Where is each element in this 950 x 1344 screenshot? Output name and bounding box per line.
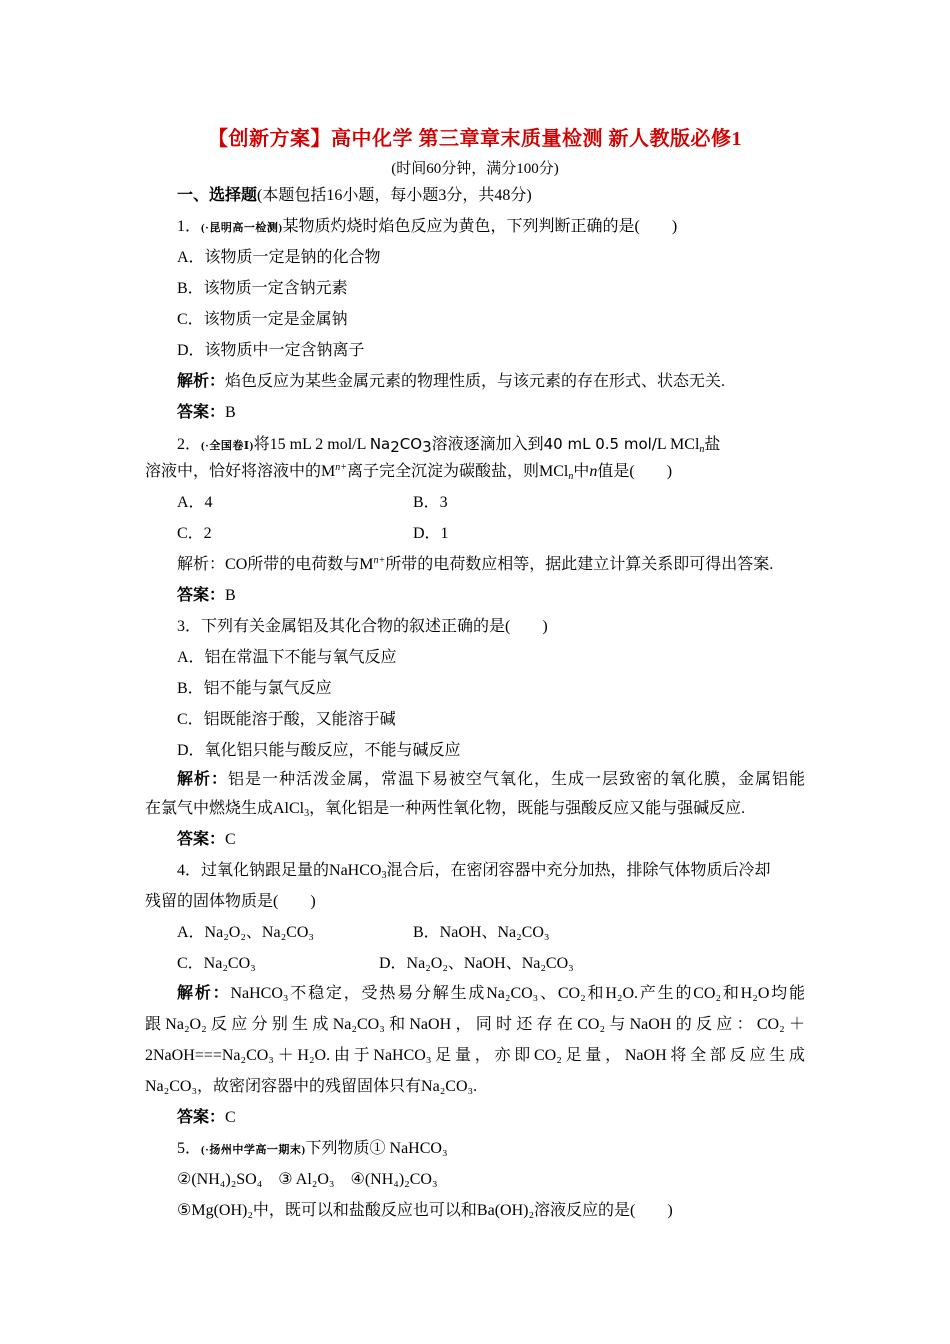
question-1-stem: 1．(·昆明高一检测)某物质灼烧时焰色反应为黄色，下列判断正确的是( ) xyxy=(177,218,678,235)
question-4-option-a: A．Na₂O₂、Na₂CO₃ xyxy=(177,924,314,941)
question-5-stem: 5．(·扬州中学高一期末)下列物质① NaHCO₃ xyxy=(177,1140,448,1157)
question-3-option-a: A．铝在常温下不能与氧气反应 xyxy=(177,649,397,666)
question-1-answer: 答案：B xyxy=(177,404,236,421)
question-3-stem: 3．下列有关金属铝及其化合物的叙述正确的是( ) xyxy=(177,618,548,635)
question-1-option-d: D．该物质中一定含钠离子 xyxy=(177,342,365,359)
question-4-analysis-line2: 跟Na₂O₂反应分别生成Na₂CO₃和NaOH，同时还存在CO₂与NaOH的反应：CO₂＋ xyxy=(145,1016,805,1033)
question-2-options-row1 xyxy=(177,493,213,513)
question-3-option-c: C．铝既能溶于酸，又能溶于碱 xyxy=(177,711,396,728)
section-heading xyxy=(177,186,532,206)
question-3-option-d: D．氧化铝只能与酸反应，不能与碱反应 xyxy=(177,742,461,759)
question-source: (·全国卷Ⅰ) xyxy=(201,440,254,452)
question-3-option-b: B．铝不能与氯气反应 xyxy=(177,680,332,697)
section-label: 一、选择题 xyxy=(177,187,258,204)
question-1-option-a: A．该物质一定是钠的化合物 xyxy=(177,249,381,266)
question-5-stem-line2: ②(NH₄)₂SO₄ ③ Al₂O₃ ④(NH₄)₂CO₃ xyxy=(177,1171,438,1188)
question-2-analysis: 解析：CO所带的电荷数与$M^{n+}$所带的电荷数应相等，据此建立计算关系即可得出答案. xyxy=(177,555,774,573)
question-source: (·扬州中学高一期末) xyxy=(201,1144,306,1156)
question-1-analysis: 解析：焰色反应为某些金属元素的物理性质，与该元素的存在形式、状态无关. xyxy=(177,373,726,390)
question-2-answer: 答案：B xyxy=(177,587,236,604)
question-3-analysis: 解析：铝是一种活泼金属，常温下易被空气氧化，生成一层致密的氧化膜，金属铝能 xyxy=(177,771,805,788)
question-2-stem: 2．(·全国卷Ⅰ)将15 mL 2 mol/L $Na_2CO_3$溶液逐滴加入到40 mL 0.5 mol/L MCl$_n$盐 xyxy=(177,435,721,456)
question-4-analysis: 解析：NaHCO₃不稳定，受热易分解生成Na₂CO₃、CO₂和H₂O.产生的CO₂和H₂O均能 xyxy=(177,985,805,1002)
question-4-stem: 4．过氧化钠跟足量的NaHCO$_3$混合后，在密闭容器中充分加热，排除气体物质后冷却 xyxy=(177,862,771,881)
question-source: (·昆明高一检测) xyxy=(201,222,283,234)
question-4-option-c: C．Na₂CO₃ xyxy=(177,955,256,972)
question-4-answer: 答案：C xyxy=(177,1109,236,1126)
page-title: 【创新方案】高中化学 第三章章末质量检测 新人教版必修1 xyxy=(208,128,742,150)
question-2-option-d: D．1 xyxy=(413,525,449,542)
question-4-analysis-line4: Na₂CO₃，故密闭容器中的残留固体只有Na₂CO₃. xyxy=(145,1078,478,1095)
question-2-stem-line2: 溶液中，恰好将溶液中的$M^{n+}$离子完全沉淀为碳酸盐，则MCl$_n$中n值是( ) xyxy=(145,462,673,482)
question-4-option-b: B．NaOH、Na₂CO₃ xyxy=(413,924,550,941)
question-1-option-c: C．该物质一定是金属钠 xyxy=(177,311,348,328)
question-4-option-d: D．Na₂O₂、NaOH、Na₂CO₃ xyxy=(379,955,574,972)
question-1-option-b: B．该物质一定含钠元素 xyxy=(177,280,348,297)
question-2-options-row2 xyxy=(177,524,212,544)
question-3-analysis-line2: 在氯气中燃烧生成AlCl$_3$，氧化铝是一种两性氧化物，既能与强酸反应又能与强碱反应. xyxy=(145,800,746,819)
page-subtitle: (时间60分钟，满分100分) xyxy=(391,161,559,177)
question-2-option-b: B．3 xyxy=(413,494,448,511)
question-4-stem-line2: 残留的固体物质是( ) xyxy=(145,893,316,910)
section-desc: (本题包括16小题，每小题3分，共48分) xyxy=(257,187,532,204)
question-2-option-c: C．2 xyxy=(177,525,212,542)
question-4-analysis-line3: 2NaOH===Na₂CO₃＋H₂O.由于NaHCO₃足量，亦即CO₂足量，NaOH将全部反应生成 xyxy=(145,1047,805,1064)
question-5-stem-line3: ⑤Mg(OH)₂中，既可以和盐酸反应也可以和Ba(OH)₂溶液反应的是( ) xyxy=(177,1202,673,1219)
question-3-answer: 答案：C xyxy=(177,831,236,848)
question-2-option-a: A．4 xyxy=(177,494,213,511)
